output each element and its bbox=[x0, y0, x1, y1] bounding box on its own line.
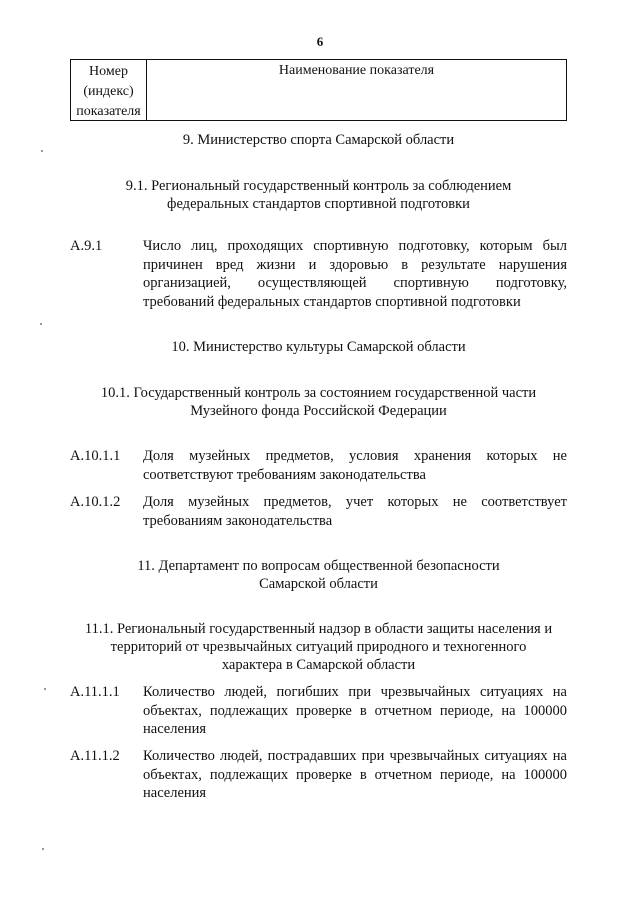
subsection-title-line: 10.1. Государственный контроль за состоянием государственной части bbox=[100, 385, 537, 401]
indicator-text: Доля музейных предметов, учет которых не соответствует требованиям законодательства bbox=[143, 494, 567, 529]
subsection-title-line: федеральных стандартов спортивной подготовки bbox=[167, 196, 470, 212]
scan-speck bbox=[40, 323, 42, 325]
indicator-text: Число лиц, проходящих спортивную подготовку, которым был причинен вред жизни и здоровью в результате нарушения организацией, осуществляющей спортивную подготовку, требований федеральных стандартов спортивной подготовки bbox=[143, 238, 567, 310]
subsection-title-line: Музейного фонда Российской Федерации bbox=[190, 403, 447, 419]
header-col-name: Наименование показателя bbox=[278, 63, 435, 78]
subsection-title-line: 9.1. Региональный государственный контроль за соблюдением bbox=[125, 178, 512, 194]
section-title: 9. Министерство спорта Самарской области bbox=[182, 132, 455, 148]
indicator-text: Количество людей, пострадавших при чрезвычайных ситуациях на объектах, подлежащих проверке в отчетном периоде, на 100000 населения bbox=[143, 748, 567, 801]
indicator-row bbox=[70, 493, 567, 530]
indicator-row bbox=[70, 447, 567, 484]
indicator-code: А.11.1.1 bbox=[70, 684, 120, 700]
header-col-index bbox=[71, 60, 147, 120]
indicator-code: А.10.1.1 bbox=[70, 448, 121, 464]
indicator-text: Количество людей, погибших при чрезвычайных ситуациях на объектах, подлежащих проверке в отчетном периоде, на 100000 населения bbox=[143, 684, 567, 737]
indicator-row bbox=[70, 683, 567, 739]
subsection-title bbox=[70, 620, 567, 674]
indicator-code: А.10.1.2 bbox=[70, 494, 121, 510]
scan-speck bbox=[41, 150, 43, 152]
subsection-title bbox=[70, 177, 567, 213]
indicator-row bbox=[70, 747, 567, 803]
header-col-index-line: (индекс) bbox=[83, 84, 134, 99]
subsection-title bbox=[70, 384, 567, 420]
section-title-line: 11. Департамент по вопросам общественной безопасности bbox=[137, 558, 500, 574]
page-number: 6 bbox=[316, 34, 324, 49]
subsection-title-line: территорий от чрезвычайных ситуаций природного и техногенного bbox=[110, 639, 527, 655]
header-col-index-line: Номер bbox=[89, 64, 128, 79]
section-title bbox=[70, 557, 567, 593]
subsection-title-line: 11.1. Региональный государственный надзор в области защиты населения и bbox=[84, 621, 553, 637]
indicator-row bbox=[70, 237, 567, 311]
indicator-code: А.11.1.2 bbox=[70, 748, 120, 764]
scan-speck bbox=[42, 848, 44, 850]
indicator-text: Доля музейных предметов, условия хранения которых не соответствуют требованиям законодательства bbox=[143, 448, 567, 483]
scan-speck bbox=[44, 688, 46, 690]
header-table bbox=[70, 59, 567, 121]
indicator-code: А.9.1 bbox=[70, 238, 103, 254]
section-title: 10. Министерство культуры Самарской области bbox=[171, 339, 466, 355]
header-col-index-line: показателя bbox=[76, 104, 141, 119]
section-title-line: Самарской области bbox=[259, 576, 378, 592]
subsection-title-line: характера в Самарской области bbox=[221, 657, 416, 673]
